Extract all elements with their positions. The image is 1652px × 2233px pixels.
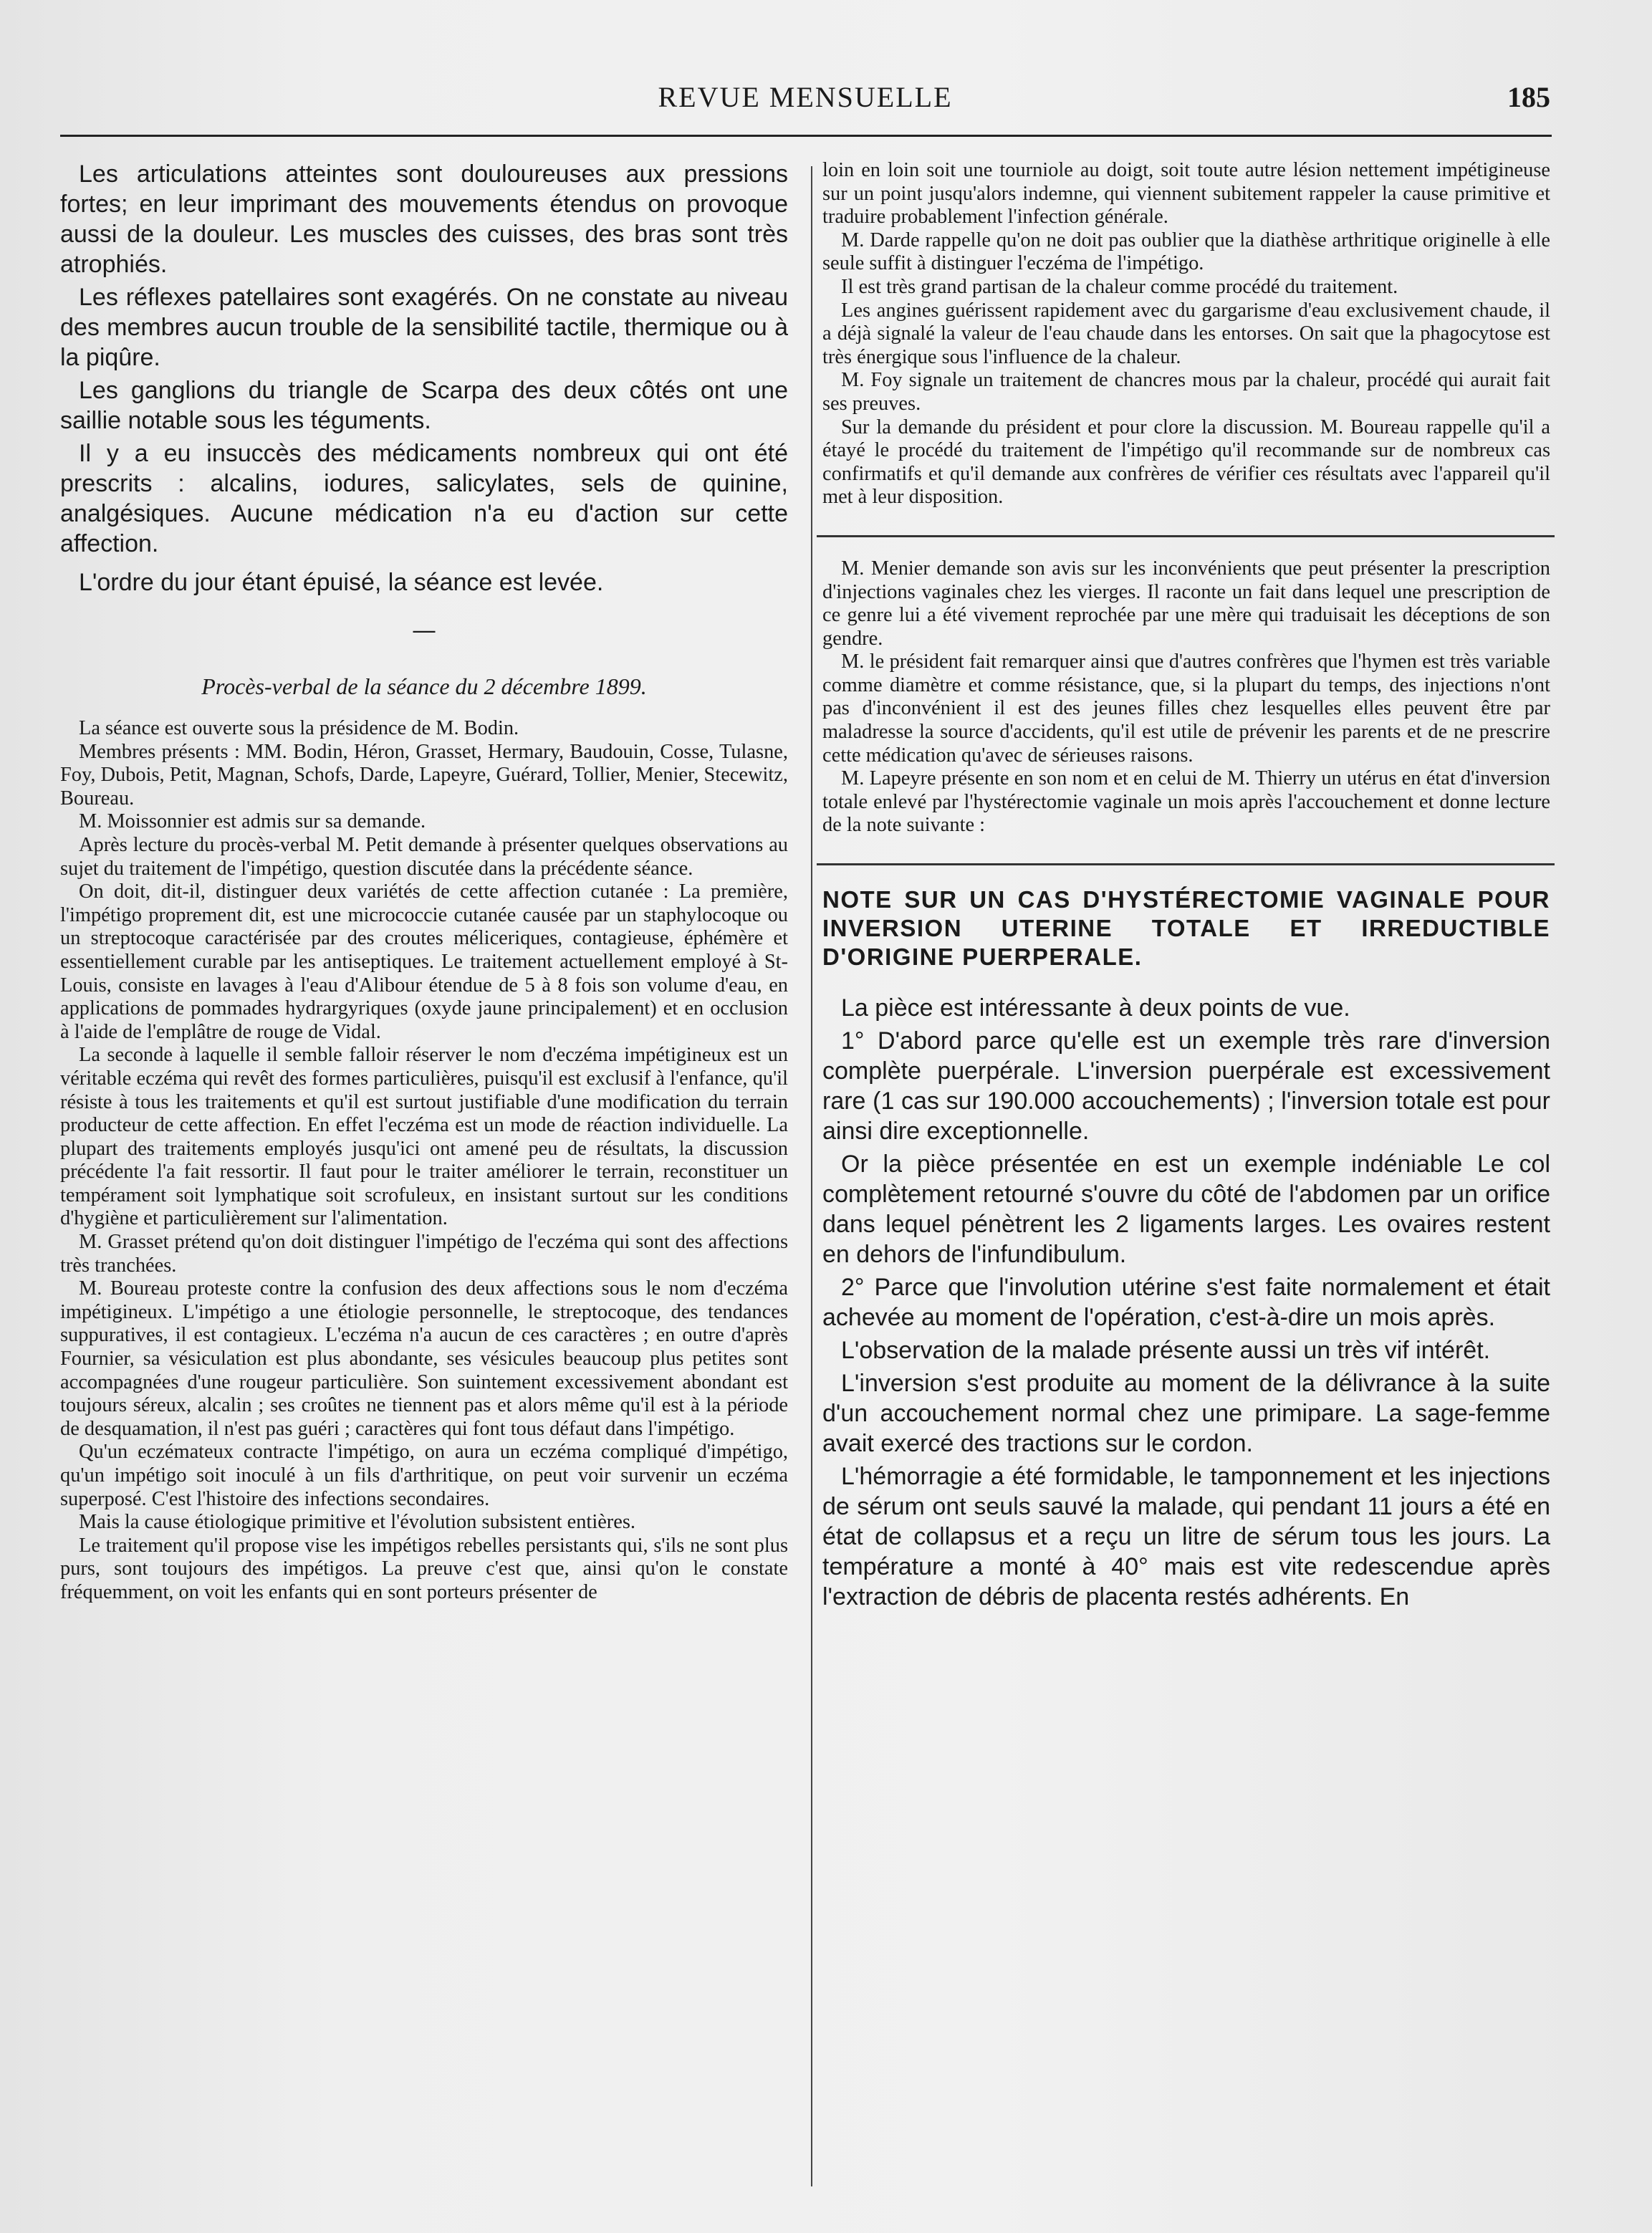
paragraph: M. Boureau proteste contre la confusion des deux affections sous le nom d'eczéma impétigineux. L'impétigo a une étiologie personnelle, le streptocoque, des tendances suppuratives, il est contagieux. L'eczéma n'a aucun de ces caractères ; en outre d'après Fournier, sa vésiculation est plus abondante, ses vésicules beaucoup plus petites sont accompagnées d'une rougeur particulière. Son suintement excessivement abondant est toujours séreux, alcalin ; ses croûtes ne tiennent pas et alors même qu'il est à la période de desquamation, il n'est pas guéri ; caractères qui font tous défaut dans l'impétigo.	[60, 1277, 788, 1440]
paragraph: M. Darde rappelle qu'on ne doit pas oublier que la diathèse arthritique originelle à elle seule suffit à distinguer l'eczéma de l'impétigo.	[822, 229, 1550, 275]
paragraph: Or la pièce présentée en est un exemple indéniable Le col complètement retourné s'ouvre du côté de l'abdomen par un orifice dans lequel pénètrent les 2 ligaments larges. Les ovaires restent en dehors de l'infundibulum.	[822, 1151, 1550, 1269]
paragraph: Après lecture du procès-verbal M. Petit demande à présenter quelques observations au sujet du traitement de l'impétigo, question discutée dans la précédente séance.	[60, 833, 788, 880]
journal-title: REVUE MENSUELLE	[658, 81, 953, 113]
paragraph: Membres présents : MM. Bodin, Héron, Grasset, Hermary, Baudouin, Cosse, Tulasne, Foy, Dubois, Petit, Magnan, Schofs, Darde, Lapeyre, Guérard, Tollier, Menier, Stecewitz, Boureau.	[60, 740, 788, 810]
paragraph: Il est très grand partisan de la chaleur comme procédé du traitement.	[841, 275, 1398, 298]
paragraph: 1° D'abord parce qu'elle est un exemple très rare d'inversion complète puerpérale. L'inversion puerpérale est excessivement rare (1 cas sur 190.000 accouchements) ; l'inversion totale est pour ainsi dire exceptionnelle.	[822, 1027, 1550, 1146]
column-divider	[811, 166, 812, 2186]
paragraph: Il y a eu insuccès des médicaments nombreux qui ont été prescrits : alcalins, iodures, salicylates, sels de quinine, analgésiques. Aucune médication n'a eu d'action sur cette affection.	[60, 440, 788, 557]
page-number: 185	[1507, 81, 1550, 113]
right-column	[822, 159, 1550, 1612]
header-rule	[60, 135, 1552, 137]
paragraph: M. le président fait remarquer ainsi que d'autres confrères que l'hymen est très variable comme diamètre et comme résistance, que, si la plupart du temps, des injections n'ont pas d'inconvénient il est des jeunes filles chez lesquelles elles peuvent être par maladresse la source d'accidents, qu'il est utile de prévenir les parents et de ne prescrire cette médication qu'avec de sérieuses raisons.	[822, 650, 1550, 767]
paragraph: Qu'un eczémateux contracte l'impétigo, on aura un eczéma compliqué d'impétigo, qu'un impétigo soit inoculé à un fils d'arthritique, on peut voir survenir un eczéma superposé. C'est l'histoire des infections secondaires.	[60, 1441, 788, 1510]
running-header	[60, 80, 1550, 123]
paragraph: La séance est ouverte sous la présidence de M. Bodin.	[79, 717, 519, 739]
paragraph: On doit, dit-il, distinguer deux variétés de cette affection cutanée : La première, l'impétigo proprement dit, est une micrococcie cutanée causée par un staphylocoque ou un streptocoque caractérisée par des croutes méliceriques, contagieuse, éphémère et essentiellement curable par les antiseptiques. Le traitement actuellement employé à St-Louis, consiste en lavages à l'eau d'Alibour étendue de 5 à 8 fois son volume d'eau, en applications de pommades hydrargyriques (oxyde jaune principalement) et en occlusion à l'aide de l'emplâtre de rouge de Vidal.	[60, 880, 788, 1043]
paragraph: Sur la demande du président et pour clore la discussion. M. Boureau rappelle qu'il a étayé le procédé du traitement de l'impétigo qu'il recommande sur de nombreux cas confirmatifs et qu'il demande aux confrères de vérifier ces résultats avec l'appareil qu'il met à leur disposition.	[822, 416, 1550, 509]
injections-discussion	[822, 557, 1550, 837]
section-dash: —	[412, 616, 436, 645]
paragraph: L'hémorragie a été formidable, le tamponnement et les injections de sérum ont seuls sauvé la malade, qui pendant 11 jours a été en état de collapsus et a reçu un litre de sérum tous les jours. La température a monté à 40° mais est vite redescendue après l'extraction de débris de placenta restés adhérents. En	[822, 1463, 1550, 1611]
paragraph: M. Lapeyre présente en son nom et en celui de M. Thierry un utérus en état d'inversion totale enlevé par l'hystérectomie vaginale un mois après l'accouchement et donne lecture de la note suivante :	[822, 767, 1550, 837]
paragraph: 2° Parce que l'involution utérine s'est faite normalement et était achevée au moment de l'opération, c'est-à-dire un mois après.	[822, 1274, 1550, 1332]
left-column	[60, 159, 788, 1605]
note-body	[822, 993, 1550, 1612]
paragraph: M. Foy signale un traitement de chancres mous par la chaleur, procédé qui aurait fait ses preuves.	[822, 369, 1550, 415]
paragraph: loin en loin soit une tourniole au doigt, soit toute autre lésion nettement impétigineuse sur un point jusqu'alors indemne, qui viennent subitement rappeler la cause primitive et traduire probablement l'infection générale.	[822, 159, 1550, 229]
note-heading: NOTE SUR UN CAS D'HYSTÉRECTOMIE VAGINALE POUR INVERSION UTERINE TOTALE ET IRREDUCTIBLE D'ORIGINE PUERPERALE.	[822, 886, 1550, 971]
discussion-continued	[822, 159, 1550, 509]
paragraph: Les ganglions du triangle de Scarpa des deux côtés ont une saillie notable sous les téguments.	[60, 377, 788, 434]
paragraph: Les articulations atteintes sont douloureuses aux pressions fortes; en leur imprimant des mouvements étendus on provoque aussi de la douleur. Les muscles des cuisses, des bras sont très atrophiés.	[60, 160, 788, 278]
paragraph: L'inversion s'est produite au moment de la délivrance à la suite d'un accouchement normal chez une primipare. La sage-femme avait exercé des tractions sur le cordon.	[822, 1370, 1550, 1458]
paragraph: M. Moissonnier est admis sur sa demande.	[79, 810, 426, 833]
case-end-section	[60, 159, 788, 597]
paragraph: Les angines guérissent rapidement avec du gargarisme d'eau exclusivement chaude, il a déjà signalé la valeur de l'eau chaude dans les entorses. On sait que la phagocytose est très énergique sous l'influence de la chaleur.	[822, 299, 1550, 368]
paragraph: M. Menier demande son avis sur les inconvénients que peut présenter la prescription d'injections vaginales chez les vierges. Il raconte un fait dans lequel une prescription de ce genre lui a été vivement reprochée par une mère qui traduisait les déceptions de son gendre.	[822, 557, 1550, 650]
paragraph: L'observation de la malade présente aussi un très vif intérêt.	[841, 1337, 1491, 1365]
section-rule	[817, 863, 1555, 865]
paragraph: La pièce est intéressante à deux points de vue.	[841, 994, 1350, 1022]
paragraph: Le traitement qu'il propose vise les impétigos rebelles persistants qui, s'ils ne sont plus purs, sont toujours des impétigos. La preuve c'est que, ainsi qu'on le constate fréquemment, on voit les enfants qui en sont porteurs présenter de	[60, 1534, 788, 1603]
paragraph: Mais la cause étiologique primitive et l'évolution subsistent entières.	[79, 1511, 636, 1534]
paragraph: L'ordre du jour étant épuisé, la séance est levée.	[79, 569, 604, 596]
paragraph: Les réflexes patellaires sont exagérés. On ne constate au niveau des membres aucun trouble de la sensibilité tactile, thermique ou à la piqûre.	[60, 284, 788, 371]
minutes-title: Procès-verbal de la séance du 2 décembre 1899.	[201, 673, 647, 699]
paragraph: M. Grasset prétend qu'on doit distinguer l'impétigo de l'eczéma qui sont des affections très tranchées.	[60, 1231, 788, 1277]
section-rule	[817, 535, 1555, 537]
minutes-body	[60, 717, 788, 1605]
paragraph: La seconde à laquelle il semble falloir réserver le nom d'eczéma impétigineux est un véritable eczéma qui revêt des formes particulières, puisqu'il est exclusif à l'enfance, qu'il résiste à tous les traitements et qu'il est surtout justifiable d'une modification du terrain producteur de cette affection. En effet l'eczéma est un mode de réaction individuelle. La plupart des traitements employés jusqu'ici ont amené peu de résultats, la discussion précédente l'a fait ressortir. Il faut pour le traiter améliorer le terrain, reconstituer un tempérament soit lymphatique soit scrofuleux, en insistant surtout sur les conditions d'hygiène et particulièrement sur l'alimentation.	[60, 1044, 788, 1230]
